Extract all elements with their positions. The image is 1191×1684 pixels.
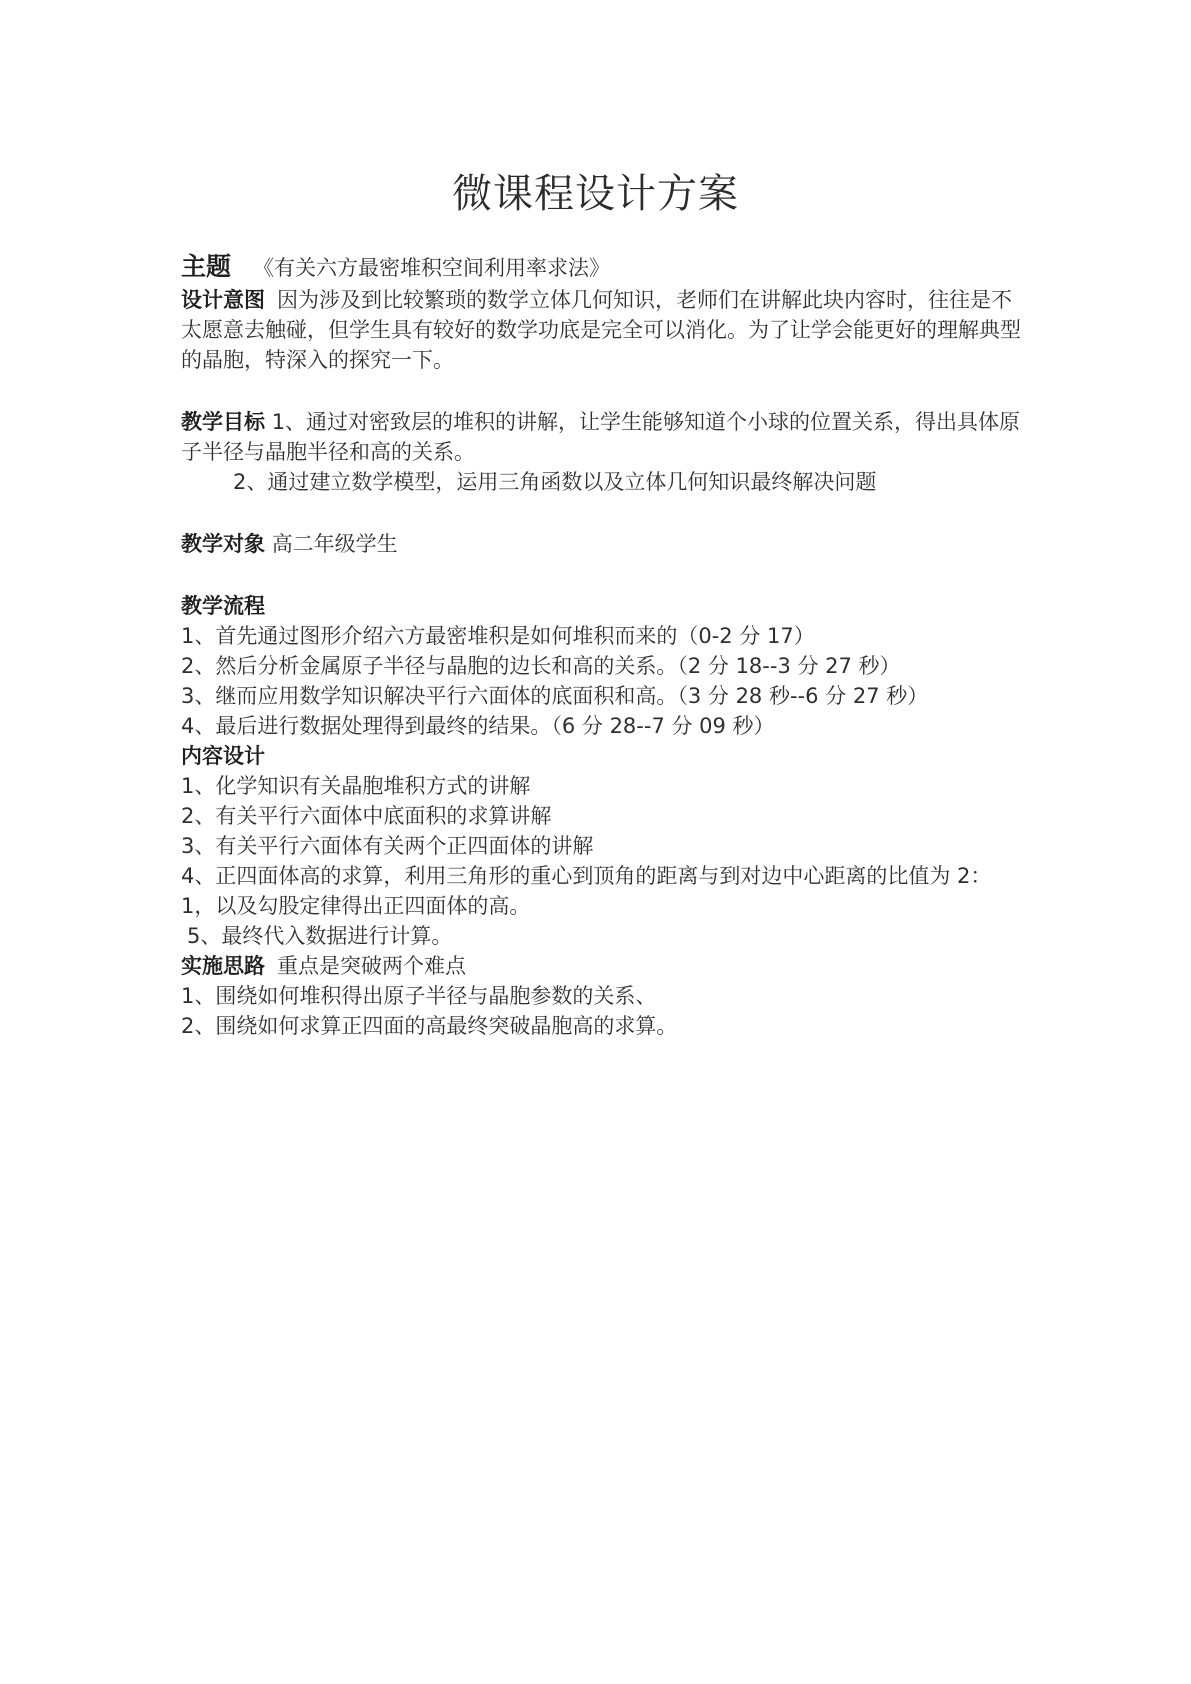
content-design-item: 4、正四面体高的求算，利用三角形的重心到顶角的距离与到对边中心距离的比值为 2：1，以及勾股定律得出正四面体的高。: [181, 864, 992, 918]
implementation-item: 2、围绕如何求算正四面的高最终突破晶胞高的求算。: [181, 1014, 678, 1038]
teaching-process-item: 2、然后分析金属原子半径与晶胞的边长和高的关系。（2 分 18--3 分 27 秒）: [181, 654, 901, 678]
page-title: 微课程设计方案: [452, 171, 739, 217]
teaching-goal-2: 2、通过建立数学模型，运用三角函数以及立体几何知识最终解决问题: [233, 470, 877, 494]
implementation-item: 1、围绕如何堆积得出原子半径与晶胞参数的关系、: [181, 984, 657, 1008]
teaching-target-value: 高二年级学生: [271, 532, 398, 556]
teaching-target-label: 教学对象: [181, 532, 265, 556]
content-design-item: 1、化学知识有关晶胞堆积方式的讲解: [181, 774, 531, 798]
implementation-label: 实施思路: [181, 954, 265, 978]
design-intent-paragraph: [181, 285, 1021, 375]
topic-line: [181, 250, 1021, 285]
document-body: [181, 250, 1021, 1041]
teaching-goals-paragraph: [181, 407, 1021, 467]
teaching-process-label: 教学流程: [181, 594, 265, 618]
implementation-line: [181, 951, 1021, 981]
teaching-process-item: 3、继而应用数学知识解决平行六面体的底面积和高。（3 分 28 秒--6 分 27 秒）: [181, 684, 929, 708]
teaching-goal-1: 1、通过对密致层的堆积的讲解，让学生能够知道个小球的位置关系，得出具体原子半径与晶胞半径和高的关系。: [181, 410, 1021, 464]
teaching-process-item: 4、最后进行数据处理得到最终的结果。（6 分 28--7 分 09 秒）: [181, 714, 775, 738]
topic-label: 主题: [181, 252, 232, 281]
implementation-value: 重点是突破两个难点: [277, 954, 466, 978]
teaching-target-line: [181, 529, 1021, 559]
topic-value: 《有关六方最密堆积空间利用率求法》: [253, 256, 611, 280]
content-design-item: 2、有关平行六面体中底面积的求算讲解: [181, 804, 552, 828]
teaching-process-item: 1、首先通过图形介绍六方最密堆积是如何堆积而来的（0-2 分 17）: [181, 624, 815, 648]
design-intent-text: 因为涉及到比较繁琐的数学立体几何知识，老师们在讲解此块内容时，往往是不太愿意去触碰，但学生具有较好的数学功底是完全可以消化。为了让学会能更好的理解典型的晶胞，特深入的探究一下。: [181, 288, 1021, 372]
content-design-item: 3、有关平行六面体有关两个正四面体的讲解: [181, 834, 594, 858]
design-intent-label: 设计意图: [181, 288, 265, 312]
content-design-item: 5、最终代入数据进行计算。: [187, 924, 453, 948]
content-design-label: 内容设计: [181, 744, 265, 768]
teaching-goals-label: 教学目标: [181, 410, 265, 434]
